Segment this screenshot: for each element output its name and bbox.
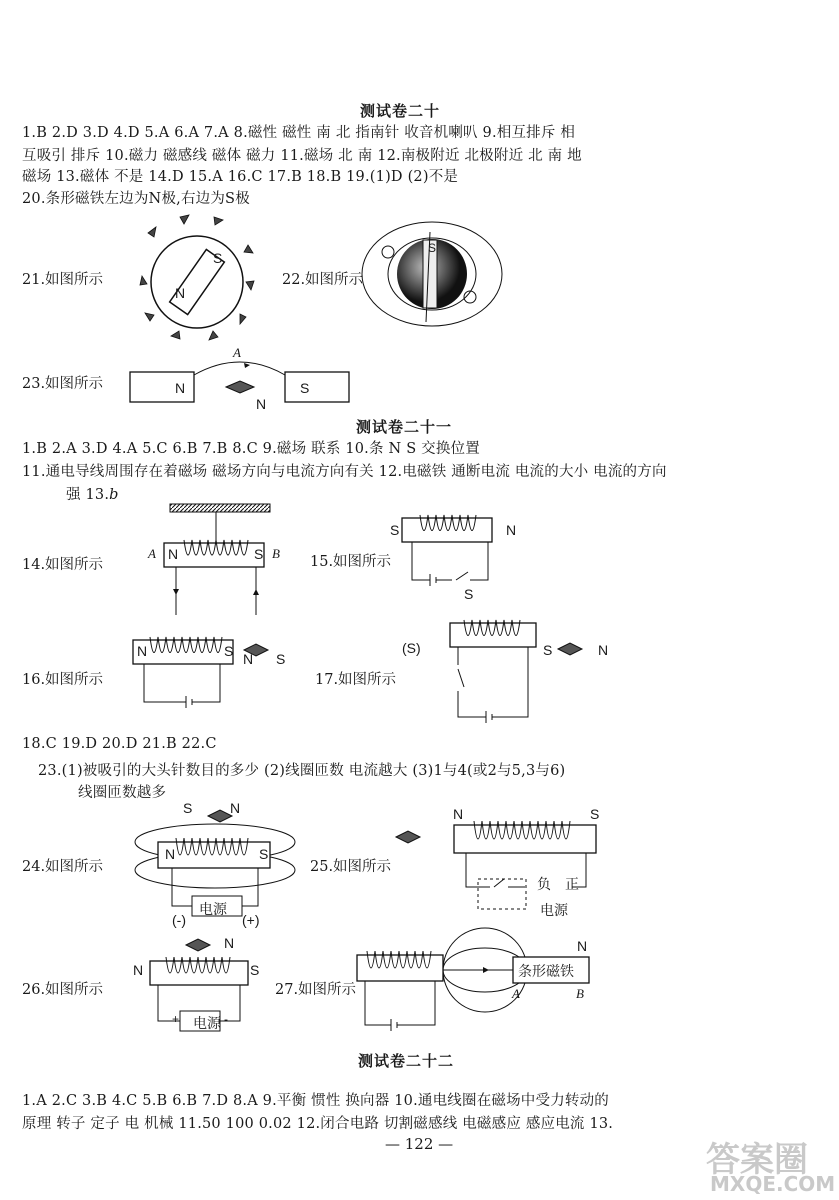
- figure-21: [130, 205, 270, 355]
- answer-line: 1.B 2.D 3.D 4.D 5.A 6.A 7.A 8.磁性 磁性 南 北 指南针 收音机喇叭 9.相互排斥 相: [22, 125, 576, 141]
- answer-line: 23.(1)被吸引的大头针数目的多少 (2)线圈匝数 电流越大 (3)1与4(或2与5,3与6): [38, 763, 566, 779]
- point-label: A: [148, 546, 156, 561]
- magnet-label: 条形磁铁: [518, 963, 574, 979]
- figure-23: [130, 355, 355, 410]
- pole-label: N: [137, 643, 148, 659]
- answer-line: 磁场 13.磁体 不是 14.D 15.A 16.C 17.B 18.B 19.(1)D (2)不是: [22, 169, 459, 185]
- answer-line: 互吸引 排斥 10.磁力 磁感线 磁体 磁力 11.磁场 北 南 12.南极附近 北极附近 北 南 地: [22, 148, 582, 164]
- figure-caption-26: 26.如图所示: [22, 982, 104, 998]
- pole-label: N: [133, 962, 144, 978]
- pole-label: S: [224, 643, 234, 659]
- answer-line: 18.C 19.D 20.D 21.B 22.C: [22, 736, 217, 752]
- pole-label: S: [300, 380, 310, 396]
- figure-caption-23: 23.如图所示: [22, 376, 104, 392]
- terminal-label: 负: [537, 876, 551, 892]
- figure-caption-14: 14.如图所示: [22, 557, 104, 573]
- point-label: A: [512, 986, 520, 1001]
- pole-label: S: [259, 846, 269, 862]
- answer-line: 1.B 2.A 3.D 4.A 5.C 6.B 7.B 8.C 9.磁场 联系 10.条 N S 交换位置: [22, 441, 480, 457]
- pole-label: S: [390, 522, 400, 538]
- section-title-21: 测试卷二十一: [356, 418, 453, 436]
- pole-label: N: [598, 642, 609, 658]
- answer-line: 线圈匝数越多: [78, 785, 167, 801]
- watermark-logo: 答案圈: [706, 1140, 808, 1180]
- answer-line: 原理 转子 定子 电 机械 11.50 100 0.02 12.闭合电路 切割磁感线 电磁感应 感应电流 13.: [22, 1116, 614, 1132]
- switch-label: S: [464, 586, 474, 602]
- pole-label: N: [577, 938, 588, 954]
- answer-line: 11.通电导线周围存在着磁场 磁场方向与电流方向有关 12.电磁铁 通断电流 电流的大小 电流的方向: [22, 464, 667, 480]
- point-label: B: [272, 546, 280, 561]
- point-label: B: [576, 986, 584, 1001]
- power-label: 电源: [540, 902, 568, 918]
- figure-25: [390, 815, 610, 920]
- pole-label: S: [428, 241, 437, 255]
- power-label: 电源: [193, 1015, 221, 1031]
- pole-label: N: [256, 396, 267, 412]
- pole-label: N: [453, 806, 464, 822]
- figure-caption-17: 17.如图所示: [315, 672, 397, 688]
- pole-label: S: [543, 642, 553, 658]
- figure-22: [360, 212, 520, 337]
- figure-caption-16: 16.如图所示: [22, 672, 104, 688]
- pole-label: N: [175, 380, 186, 396]
- answer-line: 1.A 2.C 3.B 4.C 5.B 6.B 7.D 8.A 9.平衡 惯性 换向器 10.通电线圈在磁场中受力转动的: [22, 1093, 609, 1109]
- answer-line: 强 13.b: [66, 487, 119, 503]
- figure-caption-22: 22.如图所示: [282, 272, 364, 288]
- terminal-label: +: [172, 1012, 180, 1026]
- pole-label: S: [250, 962, 260, 978]
- pole-label: N: [175, 285, 186, 301]
- pole-label: S: [276, 651, 286, 667]
- figure-27: [355, 925, 615, 1035]
- terminal-label: 正: [565, 876, 579, 892]
- pole-label: N: [165, 846, 176, 862]
- pole-label: S: [590, 806, 600, 822]
- pole-label: S: [254, 546, 264, 562]
- pole-label: S: [213, 250, 223, 266]
- answer-line: 20.条形磁铁左边为N极,右边为S极: [22, 191, 250, 207]
- figure-caption-15: 15.如图所示: [310, 554, 392, 570]
- power-label: 电源: [199, 901, 227, 917]
- pole-label: N: [224, 935, 235, 951]
- figure-16: [130, 632, 290, 712]
- pole-label: S: [183, 800, 193, 816]
- pole-label: N: [168, 546, 179, 562]
- point-label: A: [233, 345, 241, 360]
- pole-label: N: [243, 651, 254, 667]
- page-number: — 122 —: [385, 1135, 454, 1153]
- pole-label: (S): [402, 640, 421, 656]
- figure-17: [440, 615, 620, 725]
- pole-label: N: [230, 800, 241, 816]
- watermark-url: MXQE.COM: [710, 1172, 836, 1196]
- figure-caption-25: 25.如图所示: [310, 859, 392, 875]
- figure-caption-21: 21.如图所示: [22, 272, 104, 288]
- figure-caption-24: 24.如图所示: [22, 859, 104, 875]
- terminal-label: -: [224, 1012, 228, 1026]
- pole-label: N: [506, 522, 517, 538]
- terminal-label: (-): [172, 912, 186, 928]
- figure-15: [390, 510, 510, 600]
- section-title-20: 测试卷二十: [360, 102, 441, 120]
- section-title-22: 测试卷二十二: [358, 1052, 455, 1070]
- terminal-label: (+): [242, 912, 260, 928]
- figure-caption-27: 27.如图所示: [275, 982, 357, 998]
